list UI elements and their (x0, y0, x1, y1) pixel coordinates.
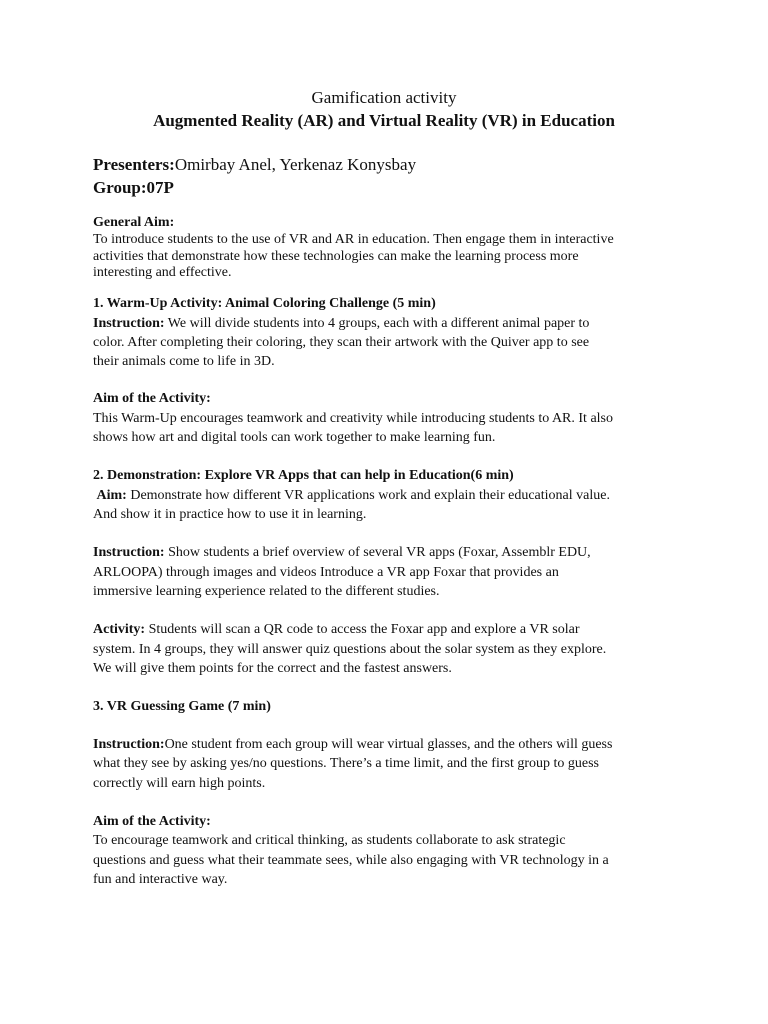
section1-instruction-line: their animals come to life in 3D. (93, 354, 275, 369)
section2-aim-line: And show it in practice how to use it in learning. (93, 507, 367, 522)
presenters-label: Presenters: (93, 155, 175, 174)
section2-aim: Aim: Demonstrate how different VR applications work and explain their educational value. (96, 488, 610, 503)
section3-aim-line: fun and interactive way. (93, 872, 228, 887)
general-aim-line: interesting and effective. (93, 265, 232, 280)
section2-instruction-line: immersive learning experience related to the different studies. (93, 584, 440, 599)
document-subtitle: Augmented Reality (AR) and Virtual Reality (VR) in Education (153, 111, 615, 130)
section2-activity-line: We will give them points for the correct and the fastest answers. (93, 661, 452, 676)
section3-aim-line: To encourage teamwork and critical thinking, as students collaborate to ask strategic (93, 833, 566, 848)
general-aim-heading: General Aim: (93, 215, 175, 230)
section1-heading: 1. Warm-Up Activity: Animal Coloring Challenge (5 min) (93, 296, 436, 311)
section2-heading: 2. Demonstration: Explore VR Apps that can help in Education(6 min) (93, 468, 514, 483)
section2-instruction-line: ARLOOPA) through images and videos Introduce a VR app Foxar that provides an (93, 565, 559, 580)
section3-instruction-line: correctly will earn high points. (93, 776, 266, 791)
section3-aim-heading: Aim of the Activity: (93, 814, 211, 829)
section2-instruction: Instruction: Show students a brief overview of several VR apps (Foxar, Assemblr EDU, (93, 545, 591, 560)
section3-aim-line: questions and guess what their teammate sees, while also engaging with VR technology in a (93, 853, 609, 868)
section3-instruction: Instruction:One student from each group will wear virtual glasses, and the others will guess (93, 737, 613, 752)
general-aim-line: To introduce students to the use of VR and AR in education. Then engage them in interactive (93, 232, 614, 247)
section1-aim-line: This Warm-Up encourages teamwork and creativity while introducing students to AR. It also (93, 411, 613, 426)
section1-instruction-line: color. After completing their coloring, they scan their artwork with the Quiver app to see (93, 335, 590, 350)
section3-instruction-line: what they see by asking yes/no questions. There’s a time limit, and the first group to guess (93, 756, 599, 771)
group-label: Group: (93, 178, 147, 197)
group-value: 07P (146, 178, 174, 197)
section1-instruction: Instruction: We will divide students into 4 groups, each with a different animal paper to (93, 316, 590, 331)
document-title: Gamification activity (311, 88, 457, 107)
section2-activity-line: system. In 4 groups, they will answer quiz questions about the solar system as they explore. (93, 642, 607, 657)
section3-heading: 3. VR Guessing Game (7 min) (93, 699, 271, 714)
general-aim-line: activities that demonstrate how these technologies can make the learning process more (93, 249, 579, 264)
presenters-line (93, 155, 416, 175)
presenters-value: Omirbay Anel, Yerkenaz Konysbay (174, 155, 417, 174)
section2-activity: Activity: Students will scan a QR code to access the Foxar app and explore a VR solar (93, 622, 580, 637)
group-line (93, 178, 174, 198)
section1-aim-line: shows how art and digital tools can work together to make learning fun. (93, 430, 496, 445)
section1-aim-heading: Aim of the Activity: (93, 391, 211, 406)
